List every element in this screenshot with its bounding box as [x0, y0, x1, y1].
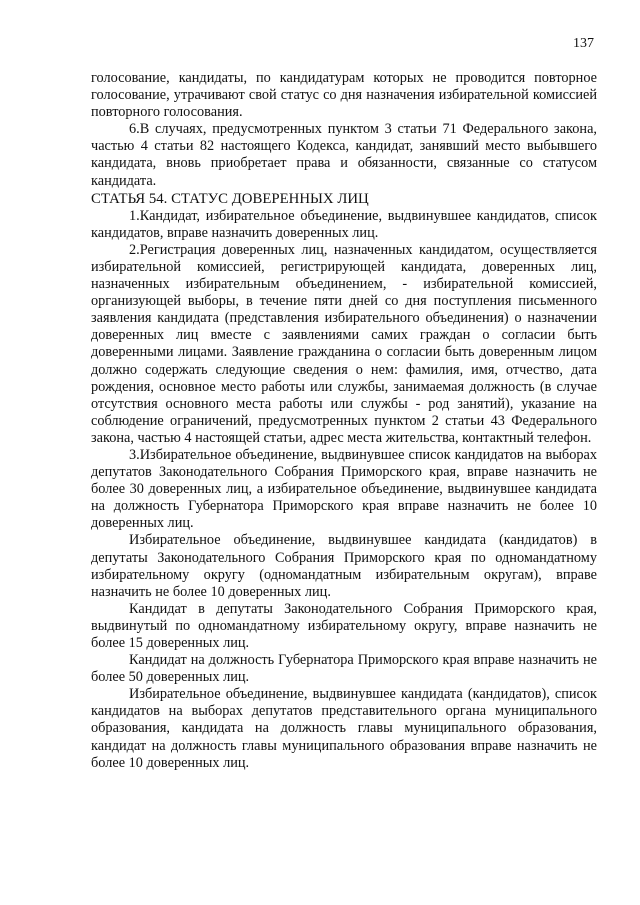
page-content — [91, 70, 597, 772]
paragraph-candidate-deputy: Кандидат в депутаты Законодательного Собрания Приморского края, выдвинутый по одномандатному избирательному округу, вправе назначить не более 15 доверенных лиц. — [91, 600, 597, 651]
paragraph-item-1: 1.Кандидат, избирательное объединение, выдвинувшее кандидатов, список кандидатов, вправе назначить доверенных лиц. — [91, 207, 597, 241]
paragraph-candidate-governor: Кандидат на должность Губернатора Приморского края вправе назначить не более 50 доверенных лиц. — [91, 652, 597, 686]
page-number: 137 — [573, 36, 594, 51]
paragraph-continuation: голосование, кандидаты, по кандидатурам которых не проводится повторное голосование, утрачивают свой статус со дня назначения избирательной комиссией повторного голосования. — [91, 70, 597, 121]
paragraph-item-6: 6.В случаях, предусмотренных пунктом 3 статьи 71 Федерального закона, частью 4 статьи 82 настоящего Кодекса, кандидат, занявший место выбывшего кандидата, вновь приобретает права и обязанности, связанные со статусом кандидата. — [91, 121, 597, 189]
paragraph-municipal: Избирательное объединение, выдвинувшее кандидата (кандидатов), список кандидатов на выборах депутатов представительного органа муниципального образования, кандидата на должность главы муниципального образования, кандидат на должность главы муниципального образования вправе назначить не более 10 доверенных лиц. — [91, 686, 597, 771]
paragraph-item-3: 3.Избирательное объединение, выдвинувшее список кандидатов на выборах депутатов Законодательного Собрания Приморского края, вправе назначить не более 30 доверенных лиц, а избирательное объединение, выдвинувшее кандидата на должность Губернатора Приморского края вправе назначить не более 10 доверенных лиц. — [91, 446, 597, 532]
paragraph-item-2: 2.Регистрация доверенных лиц, назначенных кандидатом, осуществляется избирательной комиссией, регистрирующей кандидата, доверенных лиц, назначенных избирательным объединением, - избирательной комиссией, организующей выборы, в течение пяти дней со дня поступления письменного заявления кандидата (представления избирательного объединения) о назначении доверенных лиц вместе с заявлениями самих граждан о согласии быть доверенными лицами. Заявление гражданина о согласии быть доверенным лицом должно содержать следующие сведения о нем: фамилия, имя, отчество, дата рождения, основное место работы или службы, занимаемая должность (в случае отсутствия основного места работы или службы - род занятий), указание на соблюдение ограничений, предусмотренных пунктом 2 статьи 43 Федерального закона, частью 4 настоящей статьи, адрес места жительства, контактный телефон. — [91, 241, 597, 446]
article-heading: СТАТЬЯ 54. СТАТУС ДОВЕРЕННЫХ ЛИЦ — [91, 190, 369, 207]
paragraph-party-single-mandate: Избирательное объединение, выдвинувшее кандидата (кандидатов) в депутаты Законодательного Собрания Приморского края по одномандатному избирательному округу (одномандатным избирательным округам), вправе назначить не более 10 доверенных лиц. — [91, 532, 597, 600]
